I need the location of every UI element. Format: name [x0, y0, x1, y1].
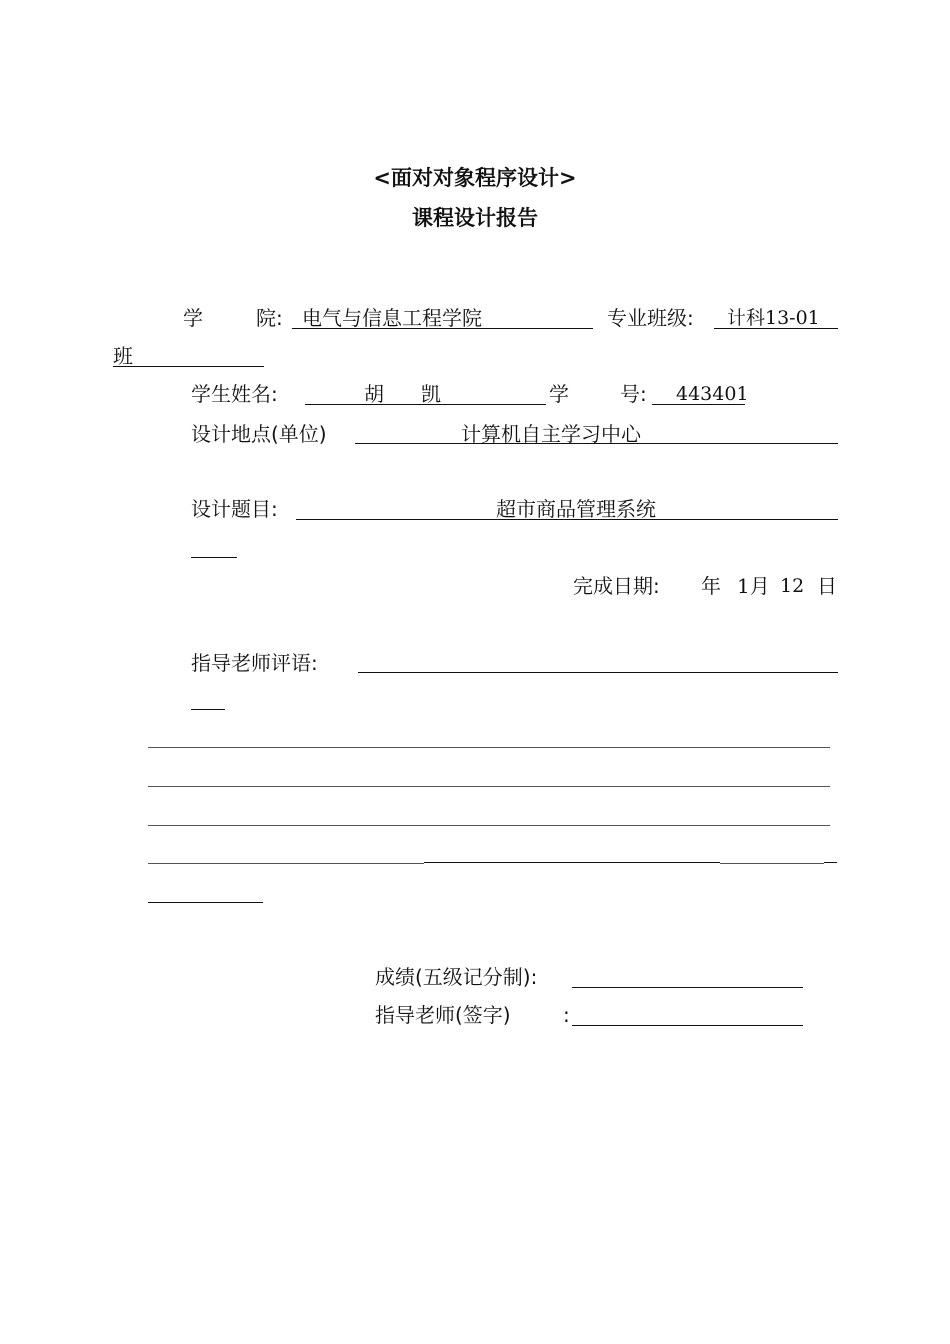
id-label-a: 学: [549, 382, 569, 406]
class-underline-2: [113, 366, 264, 367]
signature-underline[interactable]: [572, 1025, 803, 1026]
college-label-a: 学: [183, 306, 203, 330]
comment-underline[interactable]: [358, 672, 838, 673]
class-value-continued[interactable]: 班: [113, 344, 133, 368]
name-underline: [305, 404, 546, 405]
grade-underline[interactable]: [572, 987, 803, 988]
comment-line-4b[interactable]: [424, 862, 720, 863]
id-label-b: 号:: [620, 382, 647, 406]
class-label: 专业班级:: [607, 306, 694, 330]
comment-line-4d: [824, 862, 837, 863]
class-underline: [714, 328, 838, 329]
comment-line-3[interactable]: [148, 825, 830, 826]
class-value[interactable]: 计科13-01: [727, 307, 820, 329]
comment-line-2[interactable]: [148, 786, 830, 787]
college-label-b: 院:: [256, 306, 283, 330]
topic-underline-2: [191, 557, 237, 558]
comment-underline-2: [191, 709, 225, 710]
location-value[interactable]: 计算机自主学习中心: [461, 422, 641, 446]
college-underline: [292, 328, 593, 329]
report-title-line1: <面对对象程序设计>: [373, 166, 577, 190]
completion-label: 完成日期:: [573, 574, 660, 598]
id-value[interactable]: 443401: [676, 383, 749, 405]
name-value-b[interactable]: 凯: [421, 382, 441, 406]
college-value[interactable]: 电气与信息工程学院: [302, 306, 482, 330]
topic-underline: [296, 519, 838, 520]
comment-label: 指导老师评语:: [191, 651, 318, 675]
signature-label: 指导老师(签字): [375, 1003, 511, 1027]
comment-line-5[interactable]: [148, 902, 263, 903]
topic-value[interactable]: 超市商品管理系统: [496, 497, 656, 521]
comment-line-1[interactable]: [148, 747, 830, 748]
completion-day-unit: 日: [817, 574, 837, 598]
location-label: 设计地点(单位): [191, 422, 327, 446]
signature-colon: :: [563, 1003, 570, 1027]
comment-line-4a[interactable]: [148, 863, 424, 864]
report-title-line2: 课程设计报告: [412, 206, 538, 230]
topic-label: 设计题目:: [191, 497, 278, 521]
id-underline: [652, 404, 745, 405]
name-value-a[interactable]: 胡: [364, 382, 384, 406]
comment-line-4c[interactable]: [720, 863, 824, 864]
completion-year: 年: [701, 574, 721, 598]
grade-label: 成绩(五级记分制):: [375, 965, 538, 989]
completion-day: 12: [780, 575, 805, 597]
name-label: 学生姓名:: [191, 382, 278, 406]
location-underline: [355, 443, 838, 444]
completion-month: 1月: [737, 574, 770, 598]
